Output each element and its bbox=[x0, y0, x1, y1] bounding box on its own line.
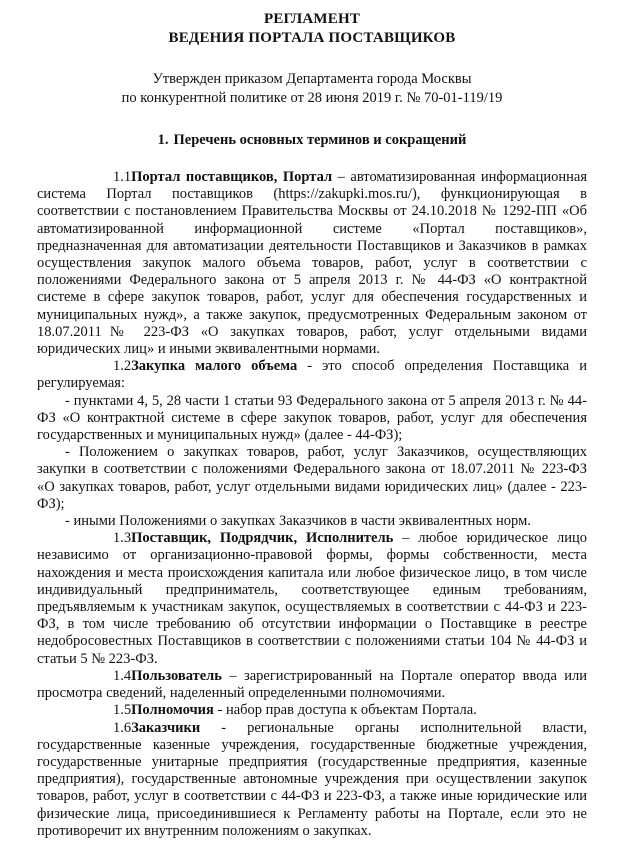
term-number-1-6: 1.6 bbox=[113, 719, 132, 736]
sub-item-1-2-c: - иными Положениями о закупках Заказчиков в части эквивалентных норм. bbox=[65, 513, 531, 530]
term-dash-1-3: – bbox=[402, 530, 410, 547]
term-name-1-3: Поставщик, Подрядчик, Исполнитель bbox=[131, 530, 394, 547]
term-dash-1-2: - bbox=[307, 358, 313, 375]
term-text-1-3: любое юридическое лицо независимо от организационно-правовой формы, формы собственности, места нахождения и места происхождения капитала или любое физическое лицо, в том числе индивидуальный предприниматель, соответствующее единым требованиям, предъявляемым к участникам закупок, осуществляемых в соответствии с 44-ФЗ и 223-ФЗ, в том числе требованию об отсутствии информации о Поставщике в реестре недобросовестных Поставщиков в соответствии с положениями статьи 104 № 44-ФЗ и статьи 5 № 223-ФЗ. bbox=[37, 530, 587, 667]
term-number-1-1: 1.1 bbox=[113, 169, 132, 185]
term-dash-1-5: - bbox=[217, 702, 223, 719]
sub-item-1-2-a: - пунктами 4, 5, 28 части 1 статьи 93 Федерального закона от 5 апреля 2013 г. № 44-ФЗ «О контрактной системе в сфере закупок товаров, работ, услуг для обеспечения государственных и муниципальных нужд» (далее - 44-ФЗ); bbox=[37, 392, 587, 444]
term-dash-1-1: – bbox=[337, 169, 345, 185]
term-item-1-1 bbox=[37, 169, 587, 358]
term-number-1-2: 1.2 bbox=[113, 358, 132, 375]
document-title-block bbox=[37, 0, 587, 48]
term-number-1-4: 1.4 bbox=[113, 667, 132, 684]
term-name-1-1: Портал поставщиков, Портал bbox=[131, 169, 333, 185]
term-item-1-6 bbox=[37, 720, 587, 840]
term-item-1-4 bbox=[37, 668, 587, 702]
term-name-1-4: Пользователь bbox=[131, 667, 222, 684]
term-name-1-2: Закупка малого объема bbox=[131, 358, 298, 375]
section-number: 1. bbox=[157, 132, 169, 148]
term-text-1-5: набор прав доступа к объектам Портала. bbox=[225, 702, 477, 719]
terms-list bbox=[37, 169, 587, 840]
section-heading-text: Перечень основных терминов и сокращений bbox=[173, 132, 467, 148]
section-heading bbox=[37, 131, 587, 150]
approval-line-2: по конкурентной политике от 28 июня 2019 г. № 70-01-119/19 bbox=[121, 90, 503, 106]
document-title-line-1: РЕГЛАМЕНТ bbox=[263, 11, 361, 27]
term-number-1-5: 1.5 bbox=[113, 702, 132, 719]
term-item-1-5 bbox=[37, 702, 587, 719]
approval-line-1: Утвержден приказом Департамента города Москвы bbox=[152, 71, 472, 87]
term-text-1-2: это способ определения Поставщика и регулируемая: bbox=[37, 358, 587, 392]
term-item-1-2 bbox=[37, 358, 587, 392]
term-text-1-1: автоматизированная информационная система Портал поставщиков (https://zakupki.mos.ru/), функционирующая в соответствии с постановлением Правительства Москвы от 24.10.2018 № 1292-ПП «Об автоматизированной информационной системе «Портал поставщиков», предназначенная для автоматизации деятельности Поставщиков и Заказчиков в рамках осуществления закупок малого объема товаров, работ, услуг в соответствии с положениями Федерального закона от 5 апреля 2013 г. № 44-ФЗ «О контрактной системе в сфере закупок товаров, работ, услуг для обеспечения государственных и муниципальных нужд», а также закупок, предусмотренных Федеральным законом от 18.07.2011№ 223-ФЗ «О закупках товаров, работ, услуг отдельными видами юридических лиц» и иными эквивалентными нормами. bbox=[37, 169, 587, 358]
term-name-1-6: Заказчики bbox=[131, 719, 201, 736]
term-text-1-6: региональные органы исполнительной власти, государственные казенные учреждения, государственные бюджетные учреждения, государственные унитарные предприятия (государственные предприятия, казенные предприятия), государственные автономные учреждения при осуществлении закупок товаров, работ, услуг в соответствии с 44-ФЗ и 223-ФЗ, а также иные юридические или физические лица, присоединившиеся к Регламенту работы на Портале, если это не противоречит их внутренним положениям о закупках. bbox=[37, 719, 587, 839]
term-dash-1-6: - bbox=[221, 719, 227, 736]
document-title-line-2: ВЕДЕНИЯ ПОРТАЛА ПОСТАВЩИКОВ bbox=[168, 30, 456, 46]
approval-block bbox=[37, 70, 587, 108]
term-item-1-3 bbox=[37, 530, 587, 668]
document-content bbox=[37, 0, 587, 840]
term-number-1-3: 1.3 bbox=[113, 530, 132, 547]
term-name-1-5: Полномочия bbox=[131, 702, 214, 719]
term-text-1-4: зарегистрированный на Портале оператор ввода или просмотра сведений, наделенный определенными полномочиями. bbox=[37, 667, 588, 702]
sub-item-1-2-b: - Положением о закупках товаров, работ, услуг Заказчиков, осуществляющих закупки в соответствии с положениями Федерального закона от 18.07.2011 № 223-ФЗ «О закупках товаров, работ, услуг отдельными видами юридических лиц» (далее - 223-ФЗ); bbox=[37, 444, 587, 512]
term-dash-1-4: – bbox=[229, 667, 237, 684]
